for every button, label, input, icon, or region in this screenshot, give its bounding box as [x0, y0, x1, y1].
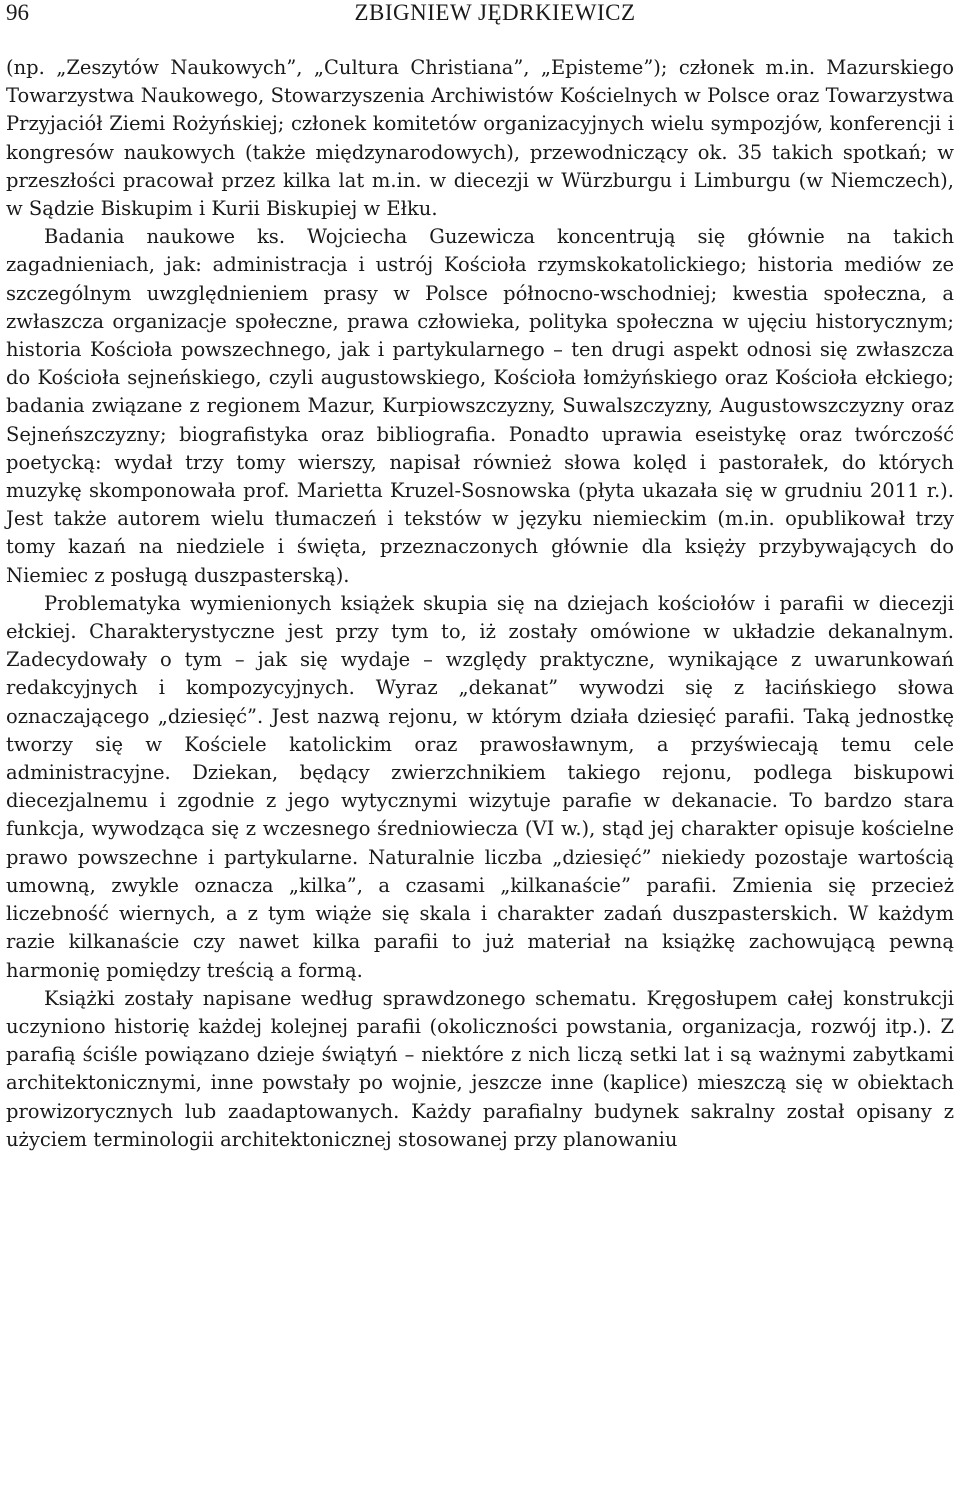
document-page	[6, 0, 954, 1154]
body-text	[6, 54, 954, 1154]
paragraph-continuation: (np. „Zeszytów Naukowych”, „Cultura Christiana”, „Episteme”); członek m.in. Mazurskiego Towarzystwa Naukowego, Stowarzyszenia Archiwistów Kościelnych w Polsce oraz Towarzystwa Przyjaciół Ziemi Rożyńskiej; członek komitetów organizacyjnych wielu sympozjów, konferencji i kongresów naukowych (także międzynarodowych), przewodniczący ok. 35 takich spotkań; w przeszłości pracował przez kilka lat m.in. w diecezji w Würzburgu i Limburgu (w Niemczech), w Sądzie Biskupim i Kurii Biskupiej w Ełku.	[6, 56, 954, 221]
paragraph-structure: Książki zostały napisane według sprawdzonego schematu. Kręgosłupem całej konstrukcji uczyniono historię każdej kolejnej parafii (okoliczności powstania, organizacja, rozwój itp.). Z parafią ściśle powiązano dzieje świątyń – niektóre z nich liczą setki lat i są ważnymi zabytkami architektonicznymi, inne powstały po wojnie, jeszcze inne (kaplice) mieszczą się w obiektach prowizorycznych lub zaadaptowanych. Każdy parafialny budynek sakralny został opisany z użyciem terminologii architektonicznej stosowanej przy planowaniu	[6, 986, 954, 1151]
paragraph-research: Badania naukowe ks. Wojciecha Guzewicza koncentrują się głównie na takich zagadnieniach, jak: administracja i ustrój Kościoła rzymskokatolickiego; historia mediów ze szczególnym uwzględnieniem prasy w Polsce północno-wschodniej; kwestia społeczna, a zwłaszcza organizacje społeczne, prawa człowieka, polityka społeczna w ujęciu historycznym; historia Kościoła powszechnego, jak i partykularnego – ten drugi aspekt odnosi się zwłaszcza do Kościoła sejneńskiego, czyli augustowskiego, Kościoła łomżyńskiego oraz Kościoła ełckiego; badania związane z regionem Mazur, Kurpiowszczyzny, Suwalszczyzny, Augustowszczyzny oraz Sejneńszczyzny; biografistyka oraz bibliografia. Ponadto uprawia eseistykę oraz twórczość poetycką: wydał trzy tomy wierszy, napisał również słowa kolęd i pastorałek, do których muzykę skomponowała prof. Marietta Kruzel-Sosnowska (płyta ukazała się w grudniu 2011 r.). Jest także autorem wielu tłumaczeń i tekstów w języku niemieckim (m.in. opublikował trzy tomy kazań na niedziele i święta, przeznaczonych głównie dla księży przybywających do Niemiec z posługą duszpasterską).	[6, 225, 954, 587]
running-title: ZBIGNIEW JĘDRKIEWICZ	[354, 0, 636, 25]
page-number: 96	[6, 0, 29, 25]
paragraph-problematics: Problematyka wymienionych książek skupia się na dziejach kościołów i parafii w diecezji ełckiej. Charakterystyczne jest przy tym to, iż zostały omówione w układzie dekanalnym. Zadecydowały o tym – jak się wydaje – względy praktyczne, wynikające z uwarunkowań redakcyjnych i kompozycyjnych. Wyraz „dekanat” wywodzi się z łacińskiego słowa oznaczającego „dziesięć”. Jest nazwą rejonu, w którym działa dziesięć parafii. Taką jednostkę tworzy się w Kościele katolickim oraz prawosławnym, a przyświecają temu cele administracyjne. Dziekan, będący zwierzchnikiem takiego rejonu, podlega biskupowi diecezjalnemu i zgodnie z jego wytycznymi wizytuje parafie w dekanacie. To bardzo stara funkcja, wywodząca się z wczesnego średniowiecza (VI w.), stąd jej charakter opisuje kościelne prawo powszechne i partykularne. Naturalnie liczba „dziesięć” niekiedy pozostaje wartością umowną, zwykle oznacza „kilka”, a czasami „kilkanaście” parafii. Zmienia się przecież liczebność wiernych, a z tym wiąże się skala i charakter zadań duszpasterskich. W każdym razie kilkanaście czy nawet kilka parafii to już materiał na książkę zachowującą pewną harmonię pomiędzy treścią a formą.	[6, 591, 954, 982]
running-head	[6, 0, 954, 40]
